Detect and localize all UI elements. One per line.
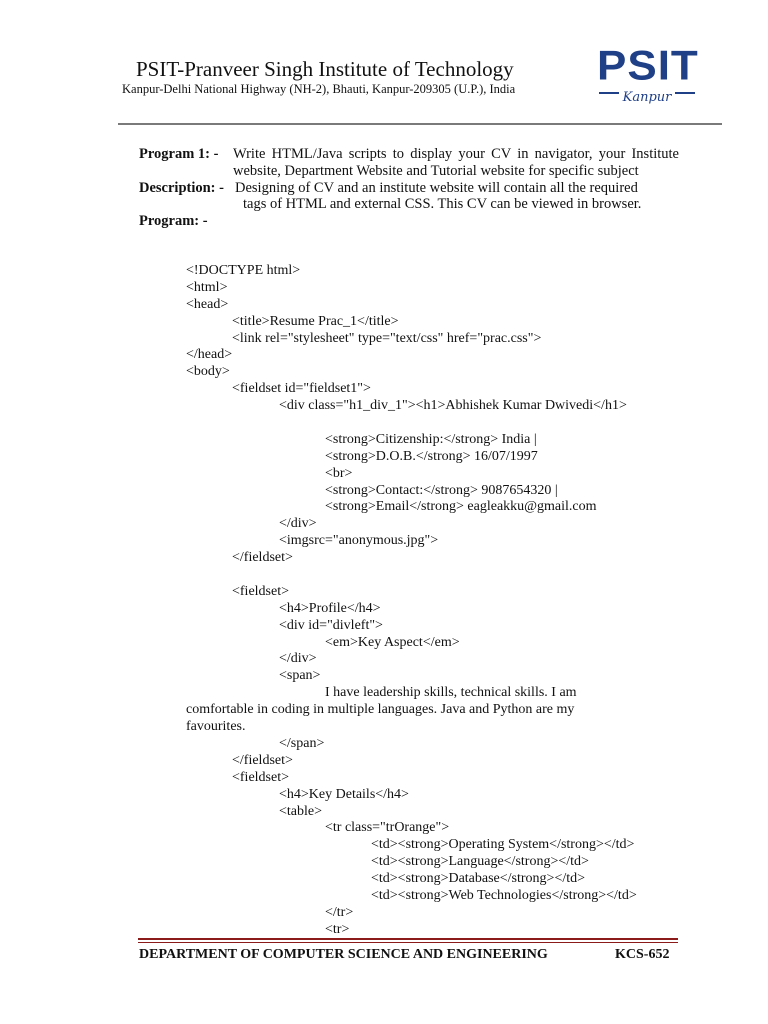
code-line: <em>Key Aspect</em> (325, 634, 460, 650)
code-line: <table> (279, 803, 322, 819)
code-line (186, 415, 686, 432)
code-line: <html> (186, 279, 228, 295)
code-line: <td><strong>Web Technologies</strong></td> (371, 887, 637, 903)
description-label: Description: - (139, 179, 224, 196)
department-name: DEPARTMENT OF COMPUTER SCIENCE AND ENGINEERING (139, 947, 548, 962)
code-line: <strong>Contact:</strong> 9087654320 | (325, 482, 558, 498)
code-line: <br> (325, 465, 353, 481)
code-line: comfortable in coding in multiple languages. Java and Python are my (186, 702, 575, 718)
code-line: <fieldset> (232, 583, 289, 599)
code-line: </fieldset> (232, 752, 293, 768)
course-code: KCS-652 (615, 947, 670, 962)
code-line: </fieldset> (232, 550, 293, 566)
code-line: <strong>Citizenship:</strong> India | (325, 431, 537, 447)
code-line: </tr> (325, 904, 354, 920)
code-line: <title>Resume Prac_1</title> (232, 313, 399, 329)
header-divider (118, 123, 722, 125)
code-line: <td><strong>Operating System</strong></td> (371, 837, 635, 853)
code-line: <link rel="stylesheet" type="text/css" href="prac.css"> (232, 330, 542, 346)
code-line: <!DOCTYPE html> (186, 263, 301, 278)
psit-logo (597, 44, 697, 108)
program-text: Write HTML/Java scripts to display your CV in navigator, your Institute website, Department Website and Tutorial website for specific subject (233, 146, 679, 179)
program-statement (139, 146, 679, 180)
code-line: I have leadership skills, technical skills. I am (325, 685, 577, 701)
description-line-2: tags of HTML and external CSS. This CV can be viewed in browser. (243, 196, 642, 213)
code-line: </div> (279, 516, 317, 532)
code-line: <imgsrc="anonymous.jpg"> (279, 533, 439, 549)
code-heading: Program: - (139, 213, 208, 230)
code-line: favourites. (186, 719, 246, 735)
code-line: <strong>D.O.B.</strong> 16/07/1997 (325, 448, 538, 464)
code-line: </div> (279, 651, 317, 667)
code-line: </head> (186, 347, 233, 363)
logo-subtext: Kanpur (597, 90, 697, 106)
code-line: <strong>Email</strong> eagleakku@gmail.com (325, 499, 597, 515)
institute-address: Kanpur-Delhi National Highway (NH-2), Bhauti, Kanpur-209305 (U.P.), India (122, 82, 516, 96)
description-statement (139, 180, 679, 214)
code-line (186, 567, 686, 584)
code-line: <div id="divleft"> (279, 617, 383, 633)
code-line: <fieldset> (232, 769, 289, 785)
code-line: </span> (279, 735, 325, 751)
code-line: <td><strong>Language</strong></td> (371, 854, 589, 870)
footer-divider-thin (138, 942, 678, 943)
program-label: Program 1: - (139, 146, 219, 162)
code-line: <h4>Profile</h4> (279, 600, 381, 616)
logo-text: PSIT (597, 42, 699, 89)
description-line-1: Designing of CV and an institute website will contain all the required (235, 179, 638, 196)
code-line: <div class="h1_div_1"><h1>Abhishek Kumar Dwivedi</h1> (279, 398, 627, 414)
program-intro (139, 146, 679, 230)
code-line: <head> (186, 296, 229, 312)
code-line: <tr class="trOrange"> (325, 820, 450, 836)
code-line: <h4>Key Details</h4> (279, 786, 409, 802)
code-line: <fieldset id="fieldset1"> (232, 381, 371, 397)
institute-name: PSIT-Pranveer Singh Institute of Technology (136, 57, 514, 81)
code-line: <td><strong>Database</strong></td> (371, 871, 586, 887)
code-line: <tr> (325, 921, 350, 937)
code-line: <body> (186, 364, 230, 380)
code-heading-row (139, 213, 679, 230)
code-line: <span> (279, 668, 321, 684)
code-listing (186, 263, 686, 939)
footer-divider (138, 938, 678, 940)
